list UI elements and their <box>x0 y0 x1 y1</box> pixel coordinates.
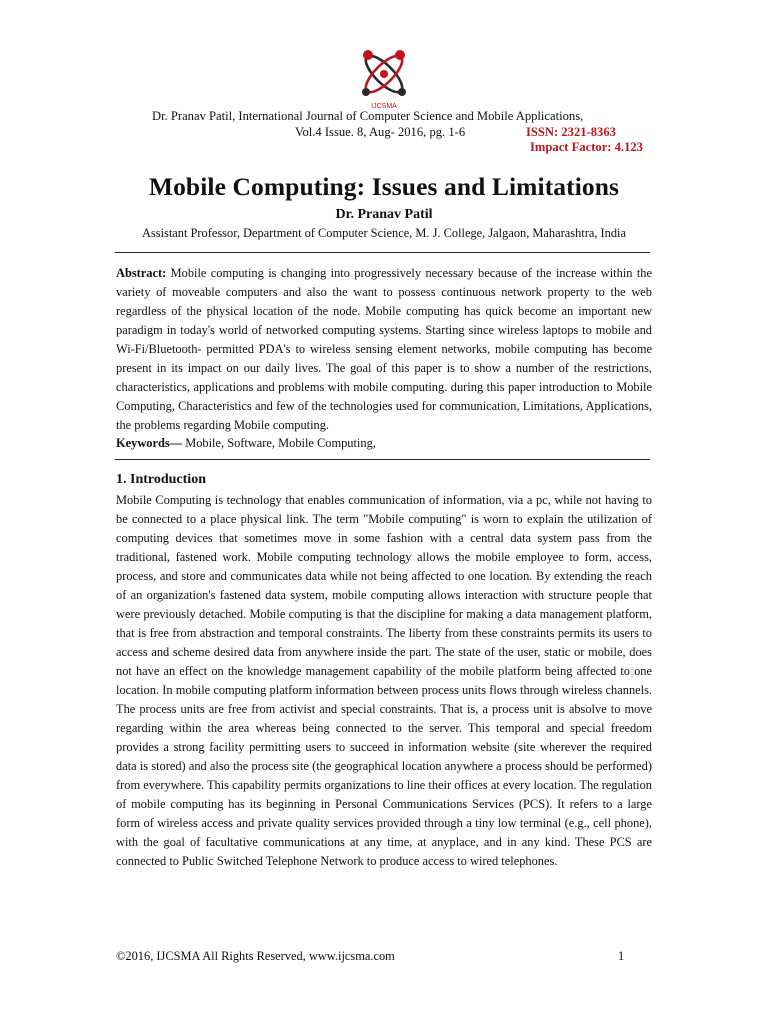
author-affiliation: Assistant Professor, Department of Computer Science, M. J. College, Jalgaon, Maharashtra, India <box>141 226 626 240</box>
issn: ISSN: 2321-8363 <box>526 125 616 139</box>
footer-copyright: ©2016, IJCSMA All Rights Reserved, www.ijcsma.com <box>116 949 395 963</box>
section-heading-introduction: 1. Introduction <box>116 472 206 487</box>
ijcsma-logo-icon <box>350 42 418 110</box>
keywords-text: Mobile, Software, Mobile Computing, <box>185 436 376 450</box>
citation-line-2: Vol.4 Issue. 8, Aug- 2016, pg. 1-6 <box>295 125 466 139</box>
impact-factor: Impact Factor: 4.123 <box>530 140 643 154</box>
abstract-text: Mobile computing is changing into progressively necessary because of the increase within the variety of moveable computers and also the want to possess continuous network property to the web regardless of the physical location of the node. Mobile computing has quick become an important new paradigm in today's world of networked computing systems. Starting since wireless laptops to mobile and Wi-Fi/Bluetooth- permitted PDA's to wireless sensing element networks, mobile computing has become present in its impact on our daily lives. The goal of this paper is to show a number of the restrictions, characteristics, applications and problems with mobile computing. during this paper introduction to Mobile Computing, Characteristics and few of the technologies used for communication, Limitations, Applications, the problems regarding Mobile computing. <box>116 266 652 432</box>
logo-text: IJCSMA <box>371 103 397 110</box>
keywords <box>116 434 652 453</box>
citation-line-1: Dr. Pranav Patil, International Journal of Computer Science and Mobile Applications, <box>152 109 584 123</box>
abstract <box>116 264 652 435</box>
keywords-label: Keywords— <box>116 436 183 450</box>
page-number: 1 <box>618 949 625 963</box>
divider-bottom <box>115 459 650 460</box>
introduction-body: Mobile Computing is technology that enables communication of information, via a pc, while not having to be connected to a place physical link. The term "Mobile computing" is worn to explain the utilization of computing devices that sometimes move in some fashion with a central data system pass from the traditional, fastened work. Mobile computing technology allows the mobile employee to form, access, process, and store and communicates data while not being affected to one location. By extending the reach of an organization's fastened data system, mobile computing allows interaction with structure people that were previously detached. Mobile computing is that the discipline for making a data management platform, that is free from abstraction and temporal constraints. The liberty from these constraints permits its users to access and scheme desired data from anywhere inside the part. The state of the user, static or mobile, does not have an effect on the knowledge management capability of the mobile platform being affected to one location. In mobile computing platform information between process units flows through wireless channels. The process units are free from activist and special constraints. That is, a process unit is absolve to move regarding within the area whereas being connected to the server. This temporal and special freedom provides a strong facility permitting users to succeed in information website (site wherever the required data is stored) and also the process site (the geographical location anywhere a process should be performed) from everywhere. This capability permits organizations to line their offices at every location. The regulation of mobile computing has its beginning in Personal Communications Services (PCS). It refers to a large form of wireless access and private quality services provided through a tiny low terminal (e.g., cell phone), with the goal of facultative communications at any time, at anyplace, and in any kind. These PCS are connected to Public Switched Telephone Network to produce access to wired telephones. <box>116 493 652 868</box>
author-name: Dr. Pranav Patil <box>335 207 433 222</box>
paper-title: Mobile Computing: Issues and Limitations <box>148 172 620 201</box>
divider-top <box>115 252 650 253</box>
abstract-label: Abstract: <box>116 266 167 280</box>
